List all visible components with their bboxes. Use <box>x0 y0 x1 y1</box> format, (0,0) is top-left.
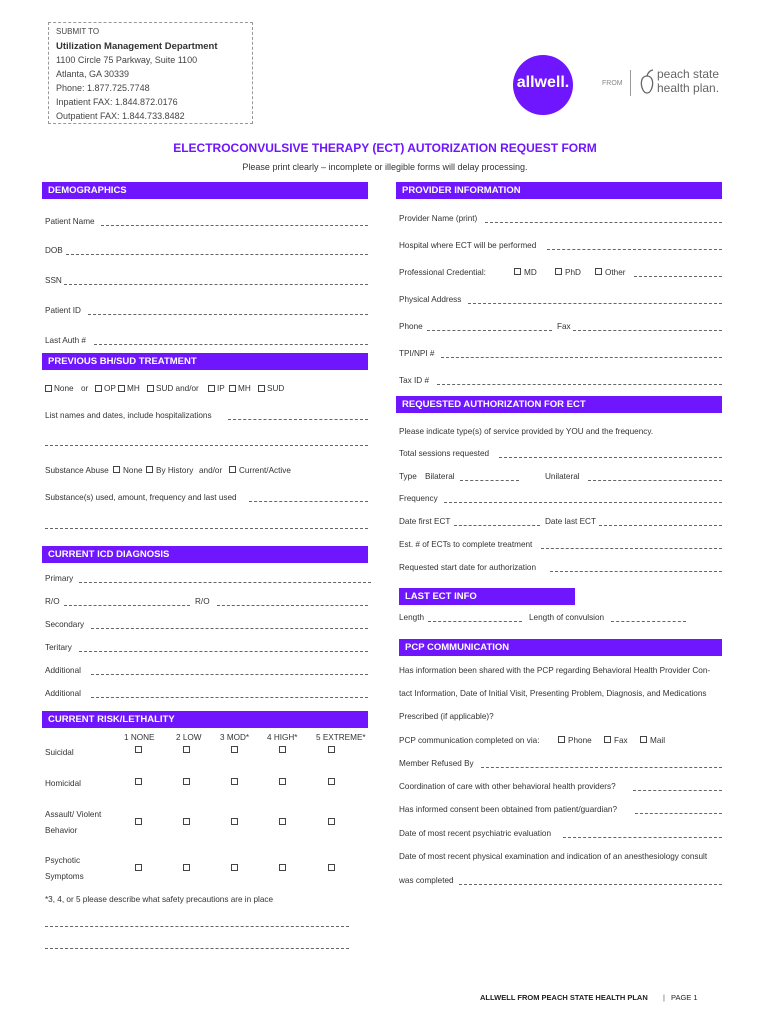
ro-2-field[interactable] <box>217 605 368 606</box>
prev-sud-andor-label: SUD and/or <box>156 384 199 393</box>
credential-label: Professional Credential: <box>399 268 486 277</box>
section-requested-auth: REQUESTED AUTHORIZATION FOR ECT <box>396 396 722 413</box>
provider-name-label: Provider Name (print) <box>399 214 478 223</box>
list-hospitalizations-label: List names and dates, include hospitalizations <box>45 411 212 420</box>
tpi-npi-field[interactable] <box>441 357 722 358</box>
psychotic-label-2: Symptoms <box>45 872 84 881</box>
sa-none-label: None <box>123 466 143 475</box>
from-label: FROM <box>602 80 623 87</box>
pcp-mail-label: Mail <box>650 736 666 745</box>
total-sessions-field[interactable] <box>499 457 722 458</box>
pcp-fax-label: Fax <box>614 736 628 745</box>
assault-label-1: Assault/ Violent <box>45 810 102 819</box>
assault-2-checkbox[interactable] <box>183 818 190 825</box>
submit-dept: Utilization Management Department <box>56 41 218 52</box>
hospital-field[interactable] <box>547 249 722 250</box>
submit-phone: Phone: 1.877.725.7748 <box>56 83 150 93</box>
suicidal-5-checkbox[interactable] <box>328 746 335 753</box>
prev-none-label: None <box>54 384 74 393</box>
risk-col-low: 2 LOW <box>176 733 202 742</box>
safety-field-2[interactable] <box>45 948 349 949</box>
primary-field[interactable] <box>79 582 371 583</box>
additional-2-field[interactable] <box>91 697 368 698</box>
ro-2-label: R/O <box>195 597 210 606</box>
prev-op-sud-checkbox[interactable] <box>147 385 154 392</box>
hospital-label: Hospital where ECT will be performed <box>399 241 537 250</box>
tax-id-field[interactable] <box>437 384 722 385</box>
prev-ip-mh-label: MH <box>238 384 251 393</box>
prev-ip-sud-label: SUD <box>267 384 285 393</box>
frequency-label: Frequency <box>399 494 438 503</box>
teritary-field[interactable] <box>79 651 368 652</box>
type-label: Type <box>399 472 417 481</box>
assault-1-checkbox[interactable] <box>135 818 142 825</box>
prev-op-mh-label: MH <box>127 384 140 393</box>
credential-other-checkbox[interactable] <box>595 268 602 275</box>
homicidal-label: Homicidal <box>45 779 81 788</box>
suicidal-4-checkbox[interactable] <box>279 746 286 753</box>
indicate-service-text: Please indicate type(s) of service provided by YOU and the frequency. <box>399 427 654 436</box>
length-field[interactable] <box>428 621 522 622</box>
provider-phone-field[interactable] <box>427 330 552 331</box>
submit-address-2: Atlanta, GA 30339 <box>56 69 130 79</box>
prev-op-mh-checkbox[interactable] <box>118 385 125 392</box>
homicidal-3-checkbox[interactable] <box>231 778 238 785</box>
section-icd-diagnosis: CURRENT ICD DIAGNOSIS <box>42 546 368 563</box>
start-date-field[interactable] <box>550 571 722 572</box>
psychotic-3-checkbox[interactable] <box>231 864 238 871</box>
prev-op-label: OP <box>104 384 116 393</box>
dob-field[interactable] <box>66 254 368 255</box>
psych-eval-field[interactable] <box>563 837 722 838</box>
allwell-logo-text: allwell. <box>516 74 570 91</box>
section-previous-treatment: PREVIOUS BH/SUD TREATMENT <box>42 353 368 370</box>
substance-abuse-label: Substance Abuse <box>45 466 109 475</box>
safety-field-1[interactable] <box>45 926 349 927</box>
risk-col-extreme: 5 EXTREME* <box>316 733 366 742</box>
patient-name-label: Patient Name <box>45 217 95 226</box>
section-provider-info: PROVIDER INFORMATION <box>396 182 722 199</box>
last-auth-field[interactable] <box>94 344 368 345</box>
form-title: ELECTROCONVULSIVE THERAPY (ECT) AUTORIZATION REQUEST FORM <box>173 141 597 155</box>
form-subtitle: Please print clearly – incomplete or illegible forms will delay processing. <box>242 162 528 172</box>
credential-phd-label: PhD <box>565 268 581 277</box>
sa-history-label: By History <box>156 466 194 475</box>
consent-label: Has informed consent been obtained from patient/guardian? <box>399 805 618 814</box>
pcp-completed-label: PCP communication completed on via: <box>399 736 540 745</box>
sa-none-checkbox[interactable] <box>113 466 120 473</box>
unilateral-field[interactable] <box>588 480 722 481</box>
ssn-field[interactable] <box>64 284 368 285</box>
psychotic-5-checkbox[interactable] <box>328 864 335 871</box>
list-hospitalizations-field[interactable] <box>228 419 368 420</box>
risk-col-high: 4 HIGH* <box>267 733 298 742</box>
list-hospitalizations-field-2[interactable] <box>45 445 368 446</box>
additional-2-label: Additional <box>45 689 81 698</box>
prev-none-checkbox[interactable] <box>45 385 52 392</box>
psychotic-1-checkbox[interactable] <box>135 864 142 871</box>
frequency-field[interactable] <box>444 502 722 503</box>
submit-label: SUBMIT TO <box>56 27 100 36</box>
risk-col-none: 1 NONE <box>124 733 155 742</box>
member-refused-field[interactable] <box>481 767 722 768</box>
assault-5-checkbox[interactable] <box>328 818 335 825</box>
consent-field[interactable] <box>635 813 722 814</box>
convulsion-label: Length of convulsion <box>529 613 605 622</box>
health-plan-text: health plan. <box>657 81 720 95</box>
homicidal-4-checkbox[interactable] <box>279 778 286 785</box>
secondary-label: Secondary <box>45 620 85 629</box>
physical-address-field[interactable] <box>468 303 722 304</box>
date-first-ect-field[interactable] <box>454 525 540 526</box>
submit-to-box <box>48 22 253 124</box>
psych-eval-label: Date of most recent psychiatric evaluation <box>399 829 551 838</box>
suicidal-1-checkbox[interactable] <box>135 746 142 753</box>
prev-op-checkbox[interactable] <box>95 385 102 392</box>
safety-note: *3, 4, or 5 please describe what safety precautions are in place <box>45 895 274 904</box>
psychotic-4-checkbox[interactable] <box>279 864 286 871</box>
psychotic-2-checkbox[interactable] <box>183 864 190 871</box>
provider-name-field[interactable] <box>485 222 722 223</box>
primary-label: Primary <box>45 574 74 583</box>
sa-current-checkbox[interactable] <box>229 466 236 473</box>
prev-ip-sud-checkbox[interactable] <box>258 385 265 392</box>
homicidal-1-checkbox[interactable] <box>135 778 142 785</box>
homicidal-5-checkbox[interactable] <box>328 778 335 785</box>
additional-1-field[interactable] <box>91 674 368 675</box>
substances-field[interactable] <box>249 501 368 502</box>
footer-page: PAGE 1 <box>671 993 698 1002</box>
unilateral-label: Unilateral <box>545 472 580 481</box>
substances-field-2[interactable] <box>45 528 368 529</box>
submit-address-1: 1100 Circle 75 Parkway, Suite 1100 <box>56 55 198 65</box>
tpi-npi-label: TPI/NPI # <box>399 349 435 358</box>
coordination-label: Coordination of care with other behavioral health providers? <box>399 782 616 791</box>
pcp-phone-label: Phone <box>568 736 592 745</box>
footer-separator: | <box>663 993 665 1002</box>
section-risk-lethality: CURRENT RISK/LETHALITY <box>42 711 368 728</box>
total-sessions-label: Total sessions requested <box>399 449 490 458</box>
assault-3-checkbox[interactable] <box>231 818 238 825</box>
bilateral-label: Bilateral <box>425 472 455 481</box>
substances-label: Substance(s) used, amount, frequency and last used <box>45 493 237 502</box>
peach-icon <box>638 66 656 96</box>
date-first-ect-label: Date first ECT <box>399 517 451 526</box>
submit-outpatient-fax: Outpatient FAX: 1.844.733.8482 <box>56 111 185 121</box>
footer-text: ALLWELL FROM PEACH STATE HEALTH PLAN <box>480 993 648 1002</box>
bilateral-field[interactable] <box>460 480 519 481</box>
assault-4-checkbox[interactable] <box>279 818 286 825</box>
date-last-ect-field[interactable] <box>599 525 722 526</box>
start-date-label: Requested start date for authorization <box>399 563 536 572</box>
physical-exam-line-2: was completed <box>399 876 454 885</box>
tax-id-label: Tax ID # <box>399 376 430 385</box>
suicidal-2-checkbox[interactable] <box>183 746 190 753</box>
pcp-shared-line-1: Has information been shared with the PCP regarding Behavioral Health Provider Con- <box>399 666 711 675</box>
homicidal-2-checkbox[interactable] <box>183 778 190 785</box>
additional-1-label: Additional <box>45 666 81 675</box>
prev-ip-checkbox[interactable] <box>208 385 215 392</box>
coordination-field[interactable] <box>633 790 722 791</box>
convulsion-field[interactable] <box>611 621 686 622</box>
suicidal-3-checkbox[interactable] <box>231 746 238 753</box>
est-ects-label: Est. # of ECTs to complete treatment <box>399 540 533 549</box>
logo-divider <box>630 70 631 96</box>
prev-or-label: or <box>81 384 89 393</box>
patient-name-field[interactable] <box>101 225 368 226</box>
patient-id-field[interactable] <box>88 314 368 315</box>
last-auth-label: Last Auth # <box>45 336 86 345</box>
patient-id-label: Patient ID <box>45 306 81 315</box>
physical-address-label: Physical Address <box>399 295 462 304</box>
credential-other-label: Other <box>605 268 626 277</box>
secondary-field[interactable] <box>91 628 368 629</box>
pcp-fax-checkbox[interactable] <box>604 736 611 743</box>
provider-phone-label: Phone <box>399 322 423 331</box>
section-demographics: DEMOGRAPHICS <box>42 182 368 199</box>
dob-label: DOB <box>45 246 63 255</box>
prev-ip-label: IP <box>217 384 225 393</box>
date-last-ect-label: Date last ECT <box>545 517 596 526</box>
risk-col-mod: 3 MOD* <box>220 733 250 742</box>
credential-phd-checkbox[interactable] <box>555 268 562 275</box>
sa-current-label: Current/Active <box>239 466 291 475</box>
suicidal-label: Suicidal <box>45 748 74 757</box>
assault-label-2: Behavior <box>45 826 78 835</box>
ssn-label: SSN <box>45 276 62 285</box>
ro-1-field[interactable] <box>64 605 190 606</box>
ro-1-label: R/O <box>45 597 60 606</box>
member-refused-label: Member Refused By <box>399 759 474 768</box>
sa-history-checkbox[interactable] <box>146 466 153 473</box>
teritary-label: Teritary <box>45 643 72 652</box>
prev-ip-mh-checkbox[interactable] <box>229 385 236 392</box>
physical-exam-field[interactable] <box>459 884 722 885</box>
length-label: Length <box>399 613 425 622</box>
peach-state-text: peach state <box>657 67 720 81</box>
physical-exam-line-1: Date of most recent physical examination and indication of an anesthesiology consult <box>399 852 708 861</box>
est-ects-field[interactable] <box>541 548 722 549</box>
credential-md-checkbox[interactable] <box>514 268 521 275</box>
psychotic-label-1: Psychotic <box>45 856 81 865</box>
credential-other-field[interactable] <box>634 276 722 277</box>
section-last-ect: LAST ECT INFO <box>399 588 575 605</box>
pcp-shared-line-2: tact Information, Date of Initial Visit, Presenting Problem, Diagnosis, and Medications <box>399 689 707 698</box>
pcp-phone-checkbox[interactable] <box>558 736 565 743</box>
provider-fax-label: Fax <box>557 322 571 331</box>
pcp-shared-line-3: Prescribed (if applicable)? <box>399 712 494 721</box>
provider-fax-field[interactable] <box>573 330 722 331</box>
credential-md-label: MD <box>524 268 537 277</box>
submit-inpatient-fax: Inpatient FAX: 1.844.872.0176 <box>56 97 178 107</box>
pcp-mail-checkbox[interactable] <box>640 736 647 743</box>
section-pcp-communication: PCP COMMUNICATION <box>399 639 722 656</box>
sa-andor-label: and/or <box>199 466 223 475</box>
